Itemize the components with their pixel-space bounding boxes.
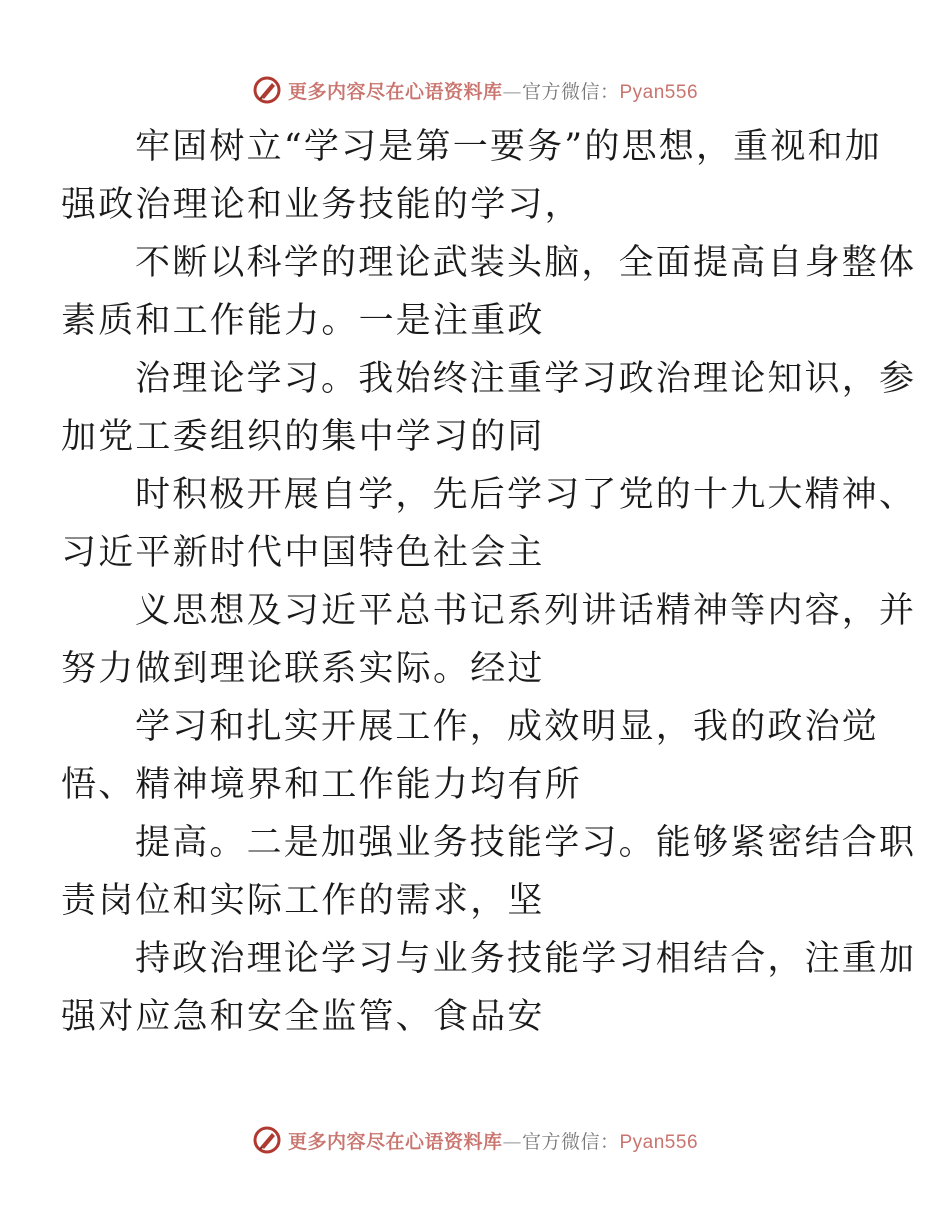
watermark-wechat-label: 官方微信：: [521, 1130, 620, 1153]
paragraph: [61, 350, 917, 466]
paragraph-line: 习近平新时代中国特色社会主: [61, 533, 545, 573]
watermark-text: [288, 77, 698, 104]
pen-logo-icon: [252, 1125, 282, 1155]
paragraph-line: 学习和扎实开展工作，成效明显，我的政治觉: [135, 707, 880, 747]
paragraph-line: 持政治理论学习与业务技能学习相结合，注重加: [135, 939, 917, 979]
watermark-wechat-id: Pyan556: [619, 1131, 699, 1153]
paragraph-line: 不断以科学的理论武装头脑，全面提高自身整体: [135, 243, 917, 283]
pen-logo-icon: [252, 75, 282, 105]
paragraph: [61, 814, 917, 930]
paragraph-line: 素质和工作能力。一是注重政: [61, 301, 545, 341]
watermark-wechat-label: 官方微信：: [521, 80, 620, 103]
header-watermark: [0, 70, 950, 110]
footer-watermark: [0, 1120, 950, 1160]
paragraph: [61, 930, 917, 1046]
paragraph-line: 强政治理论和业务技能的学习，: [61, 185, 582, 225]
paragraph: [61, 466, 917, 582]
paragraph: [61, 118, 882, 234]
watermark-wechat-id: Pyan556: [619, 81, 699, 103]
paragraph-line: 责岗位和实际工作的需求，坚: [61, 881, 545, 921]
paragraph-line: 治理论学习。我始终注重学习政治理论知识，参: [135, 359, 917, 399]
watermark-dash: —: [502, 80, 522, 103]
paragraph-line: 提高。二是加强业务技能学习。能够紧密结合职: [135, 823, 917, 863]
paragraph-line: 强对应急和安全监管、食品安: [61, 997, 545, 1037]
paragraph-line: 努力做到理论联系实际。经过: [61, 649, 545, 689]
paragraph: [61, 582, 917, 698]
watermark-text: [288, 1127, 698, 1154]
paragraph-line: 牢固树立“学习是第一要务”的思想，重视和加: [135, 127, 882, 167]
watermark-brand: 更多内容尽在心语资料库: [287, 80, 503, 103]
document-body: [61, 118, 917, 1046]
paragraph: [61, 234, 917, 350]
paragraph: [61, 698, 880, 814]
paragraph-line: 加党工委组织的集中学习的同: [61, 417, 545, 457]
watermark-dash: —: [502, 1130, 522, 1153]
watermark-brand: 更多内容尽在心语资料库: [287, 1130, 503, 1153]
paragraph-line: 义思想及习近平总书记系列讲话精神等内容，并: [135, 591, 917, 631]
paragraph-line: 悟、精神境界和工作能力均有所: [61, 765, 582, 805]
paragraph-line: 时积极开展自学，先后学习了党的十九大精神、: [135, 475, 917, 515]
